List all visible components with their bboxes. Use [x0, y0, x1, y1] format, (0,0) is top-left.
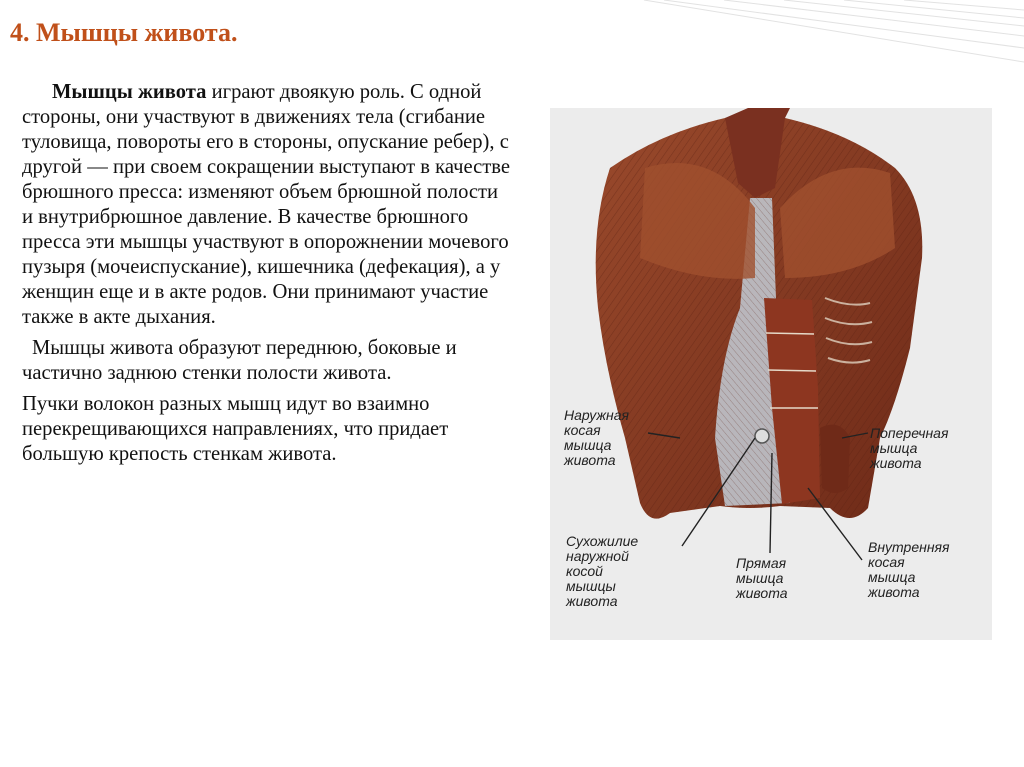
abdominal-muscles-illustration: [550, 108, 992, 640]
label-internal-oblique: Внутренняя косая мышца живота: [868, 539, 950, 600]
paragraph-3: Пучки волокон разных мышц идут во взаимно перекрещивающихся направлениях, что придает большую крепость стенкам живота.: [22, 393, 449, 465]
slide-title: 4. Мышцы живота.: [10, 18, 238, 47]
label-aponeurosis: Сухожилие наружной косой мышцы живота: [566, 533, 639, 609]
decorative-lines: [604, 0, 1024, 80]
label-external-oblique: Наружная косая мышца живота: [564, 407, 629, 468]
paragraph-1: [22, 80, 512, 330]
label-rectus: Прямая мышца живота: [736, 555, 788, 601]
paragraph-1-text: играют двоякую роль. С одной стороны, они участвуют в движениях тела (сгибание туловища, повороты его в стороны, опускание ребер), с другой — при своем сокращении выступают в качестве брюшного пресса: изменяют объем брюшной полости и внутрибрюшное давление. В качестве брюшного пресса эти мышцы участвуют в опорожнении мочевого пузыря (мочеиспускание), кишечника (дефекация), а у женщин еще и в акте родов. Они принимают участие также в акте дыхания.: [22, 81, 511, 328]
paragraph-1-bold-lead: Мышцы живота: [52, 81, 207, 103]
paragraph-2: Мышцы живота образуют переднюю, боковые и частично заднюю стенки полости живота.: [22, 337, 457, 384]
label-transverse: Поперечная мышца живота: [870, 425, 949, 471]
body-text: [22, 80, 512, 473]
